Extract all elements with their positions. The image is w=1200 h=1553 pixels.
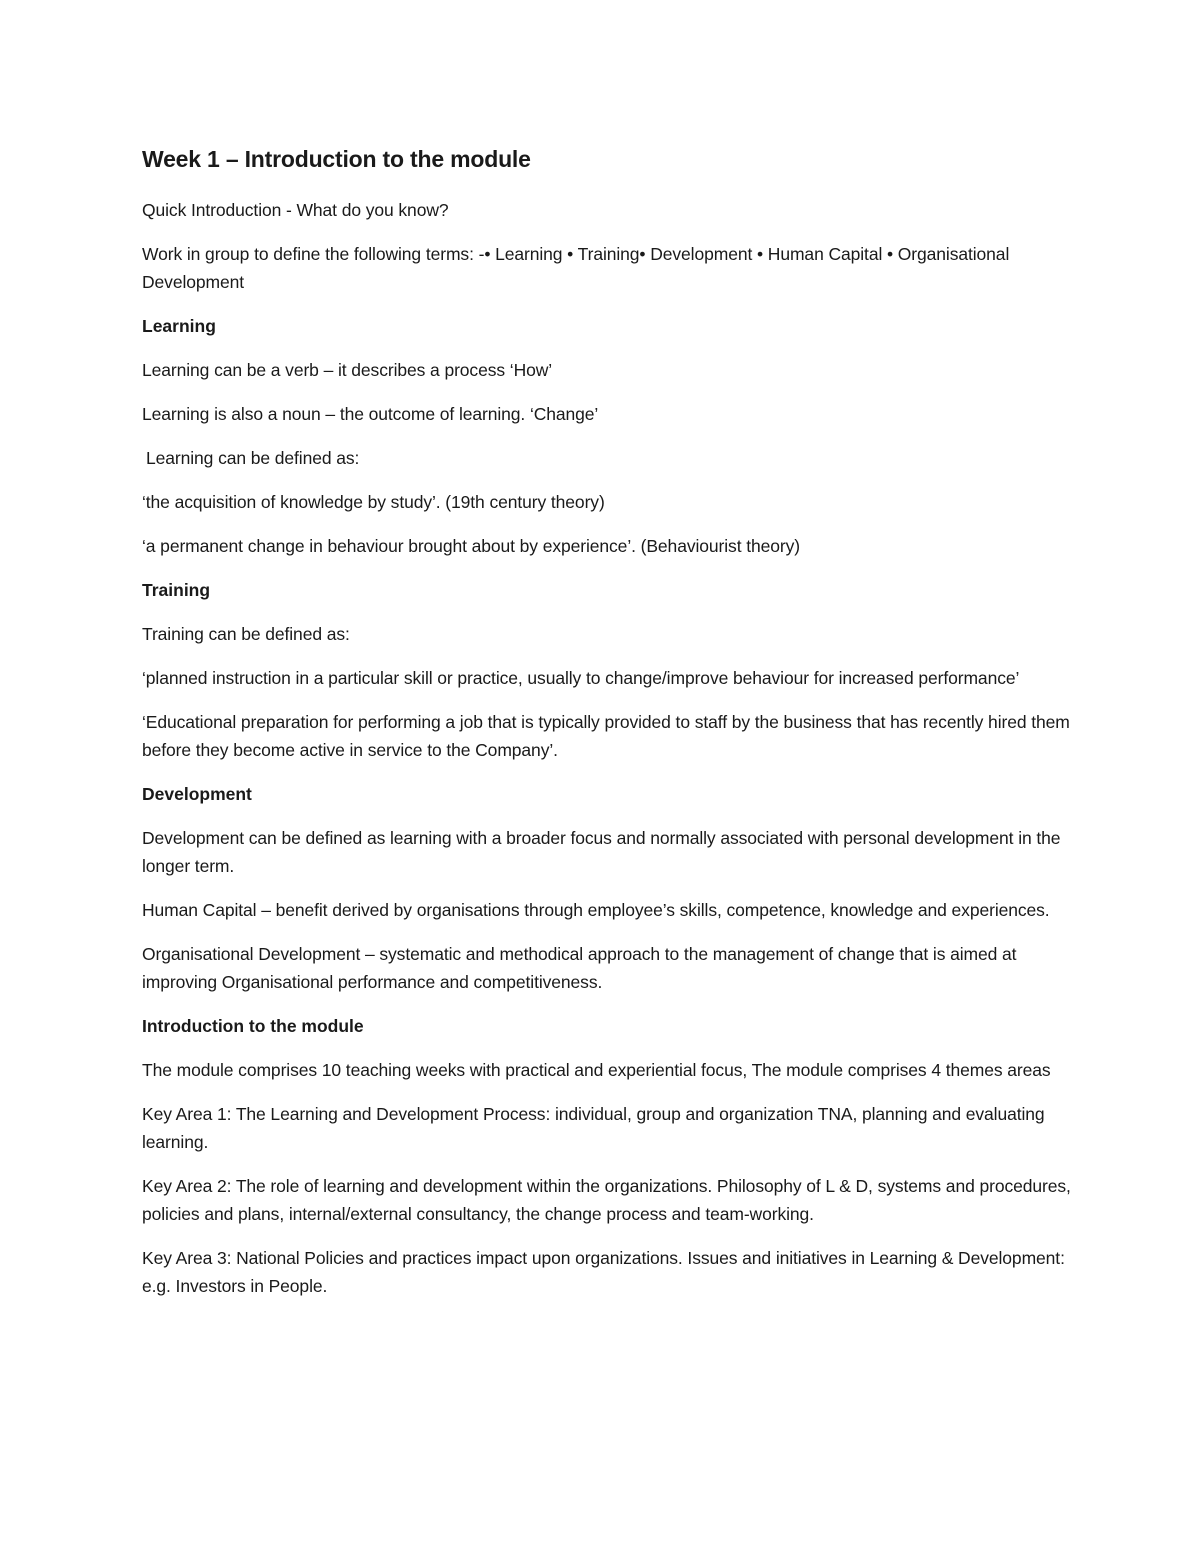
- key-area-2-paragraph: Key Area 2: The role of learning and development within the organizations. Philosophy of L & D, systems and procedures, policies and plans, internal/external consultancy, the change process and team-working.: [142, 1176, 1071, 1224]
- development-definition: Development can be defined as learning with a broader focus and normally associated with personal development in the longer term.: [142, 828, 1061, 876]
- development-heading: Development: [142, 784, 252, 804]
- module-intro-heading: Introduction to the module: [142, 1016, 364, 1036]
- training-definition-2: ‘Educational preparation for performing a job that is typically provided to staff by the business that has recently hired them before they become active in service to the Company’.: [142, 712, 1070, 760]
- key-area-3-paragraph: Key Area 3: National Policies and practices impact upon organizations. Issues and initiatives in Learning & Development: e.g. Investors in People.: [142, 1248, 1065, 1296]
- learning-definition-1: ‘the acquisition of knowledge by study’. (19th century theory): [142, 492, 605, 512]
- training-heading: Training: [142, 580, 211, 600]
- organisational-development-paragraph: Organisational Development – systematic and methodical approach to the management of change that is aimed at improving Organisational performance and competitiveness.: [142, 944, 1017, 992]
- learning-definition-2: ‘a permanent change in behaviour brought about by experience’. (Behaviourist theory): [142, 536, 800, 556]
- learning-noun-paragraph: Learning is also a noun – the outcome of learning. ‘Change’: [142, 404, 599, 424]
- learning-heading: Learning: [142, 316, 216, 336]
- training-defined-as: Training can be defined as:: [142, 624, 350, 644]
- intro-paragraph: Quick Introduction - What do you know?: [142, 200, 449, 220]
- learning-defined-as: Learning can be defined as:: [146, 448, 360, 468]
- training-definition-1: ‘planned instruction in a particular skill or practice, usually to change/improve behaviour for increased performance’: [142, 668, 1020, 688]
- module-summary-paragraph: The module comprises 10 teaching weeks with practical and experiential focus, The module comprises 4 themes areas: [142, 1060, 1051, 1080]
- page-title: Week 1 – Introduction to the module: [142, 146, 531, 172]
- document-body: [142, 143, 1072, 1316]
- learning-verb-paragraph: Learning can be a verb – it describes a process ‘How’: [142, 360, 553, 380]
- key-area-1-paragraph: Key Area 1: The Learning and Development Process: individual, group and organization TNA, planning and evaluating learning.: [142, 1104, 1045, 1152]
- human-capital-paragraph: Human Capital – benefit derived by organisations through employee’s skills, competence, knowledge and experiences.: [142, 900, 1050, 920]
- group-task-paragraph: Work in group to define the following terms: -• Learning • Training• Development • Human Capital • Organisational Development: [142, 244, 1010, 292]
